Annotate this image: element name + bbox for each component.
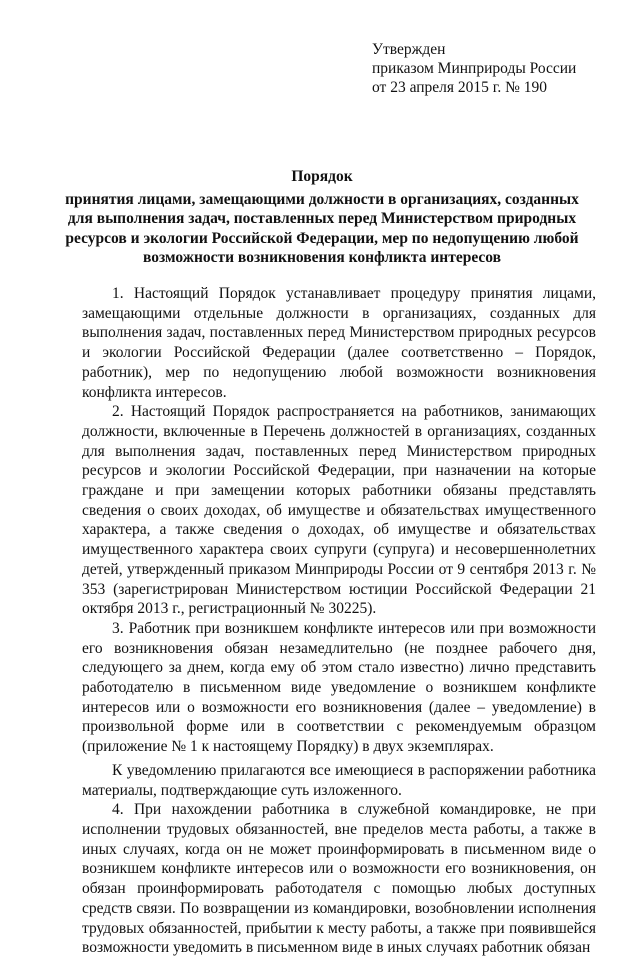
title-line-1: принятия лицами, замещающими должности в организациях, созданных (65, 190, 579, 208)
paragraph-3: 3. Работник при возникшем конфликте интересов или при возможности его возникновения обязан незамедлительно (не позднее рабочего дня, следующего за днем, когда ему об этом стало известно) лично представить работодателю в письменном виде уведомление о возникшем конфликте интересов или о возможности его возникновения (далее – уведомление) в произвольной форме или в соответствии с рекомендуемым образцом (приложение № 1 к настоящему Порядку) в двух экземплярах. (82, 619, 596, 756)
document-title (62, 167, 582, 268)
paragraph-3-attachment: К уведомлению прилагаются все имеющиеся в распоряжении работника материалы, подтверждающие суть изложенного. (82, 761, 596, 799)
approval-line-3: от 23 апреля 2015 г. № 190 (372, 79, 548, 96)
title-line-2: для выполнения задач, поставленных перед Министерством природных (67, 210, 577, 227)
document-body (82, 284, 596, 958)
paragraph-2: 2. Настоящий Порядок распространяется на работников, занимающих должности, включенные в Перечень должностей в организациях, созданных для выполнения задач, поставленных перед Министерством природных ресурсов и экологии Российской Федерации, при назначении на которые граждане и при замещении которых работники обязаны представлять сведения о своих доходах, об имуществе и обязательствах имущественного характера, а также сведения о доходах, об имуществе и обязательствах имущественного характера своих супруги (супруга) и несовершеннолетних детей, утвержденный приказом Минприроды России от 9 сентября 2013 г. № 353 (зарегистрирован Министерством юстиции Российской Федерации 21 октября 2013 г., регистрационный № 30225). (82, 403, 596, 618)
approval-stamp (372, 40, 576, 97)
title-line-4: возможности возникновения конфликта интересов (142, 249, 502, 266)
paragraph-1: 1. Настоящий Порядок устанавливает процедуру принятия лицами, замещающими отдельные должности в организациях, созданных для выполнения задач, поставленных перед Министерством природных ресурсов и экологии Российской Федерации (далее соответственно – Порядок, работник), мер по недопущению любой возможности возникновения конфликта интересов. (82, 285, 596, 401)
approval-line-1: Утвержден (372, 41, 446, 58)
title-line-3: ресурсов и экологии Российской Федерации, мер по недопущению любой (65, 229, 579, 247)
title-main: Порядок (291, 168, 353, 185)
approval-line-2: приказом Минприроды России (372, 60, 577, 77)
paragraph-4: 4. При нахождении работника в служебной командировке, не при исполнении трудовых обязанностей, вне пределов места работы, а также в иных случаях, когда он не может проинформировать в письменном виде о возникшем конфликте интересов или о возможности его возникновения, он обязан проинформировать работодателя с помощью любых доступных средств связи. По возвращении из командировки, возобновлении исполнения трудовых обязанностей, прибытии к месту работы, а также при появившейся возможности уведомить в письменном виде в иных случаях работник обязан (82, 801, 596, 957)
